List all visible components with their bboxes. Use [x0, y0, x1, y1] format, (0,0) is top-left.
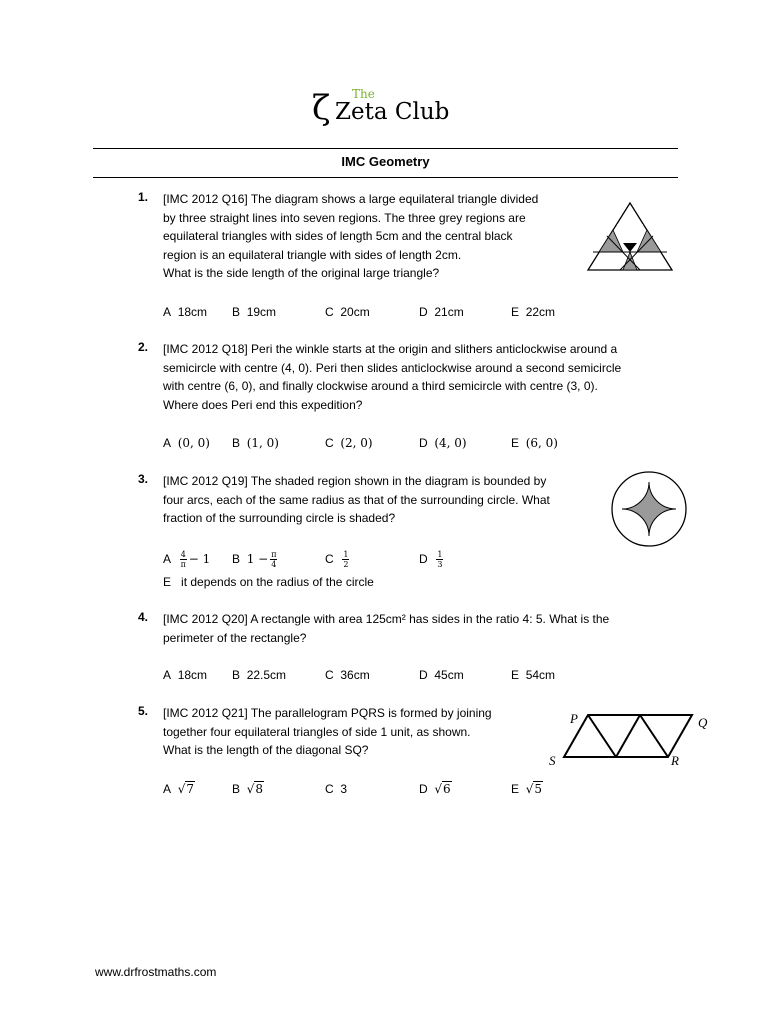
question-line: What is the side length of the original large triangle? [163, 266, 440, 281]
fraction: $\frac{1}{3}$ [437, 550, 443, 570]
option-a[interactable]: A 18cm [163, 305, 208, 319]
option-e[interactable]: E it depends on the radius of the circle [163, 575, 374, 589]
question-number: 2. [138, 340, 149, 354]
title-rule-top [93, 148, 678, 149]
question-number: 3. [138, 472, 149, 486]
page-title: IMC Geometry [341, 154, 430, 169]
option-a[interactable]: A (0, 0) [163, 436, 210, 450]
fraction: $\frac{\pi}{4}$ [271, 550, 277, 570]
question-line: perimeter of the rectangle? [163, 630, 307, 645]
question-line: Where does Peri end this expedition? [163, 397, 363, 412]
option-d[interactable]: D 21cm [419, 305, 464, 319]
logo-name: Zeta Club [335, 99, 450, 125]
question-line: four arcs, each of the same radius as that of the surrounding circle. What [163, 492, 550, 507]
option-d[interactable]: D (4, 0) [419, 436, 467, 450]
label-s: S [549, 753, 556, 768]
question-line: [IMC 2012 Q20] A rectangle with area 125cm² has sides in the ratio 4: 5. What is the [163, 612, 610, 626]
question-5-options [163, 781, 542, 797]
option-c[interactable]: C 36cm [325, 668, 370, 682]
question-3-text [163, 472, 550, 528]
label-r: R [671, 753, 679, 768]
option-c[interactable]: C $\frac{1}{2}$ [325, 550, 349, 570]
question-4-text [163, 610, 609, 647]
footer-url[interactable]: www.drfrostmaths.com [95, 965, 217, 979]
option-a[interactable]: A √7 [163, 782, 194, 796]
question-line: region is an equilateral triangle with sides of length 2cm. [163, 247, 462, 262]
label-q: Q [698, 715, 708, 730]
question-5-text [163, 704, 492, 760]
question-line: [IMC 2012 Q21] The parallelogram PQRS is formed by joining [163, 706, 492, 720]
logo-the: The [352, 87, 375, 101]
option-b[interactable]: B 22.5cm [232, 668, 287, 682]
question-4-options [163, 667, 556, 683]
circle-arcs-diagram [608, 468, 690, 550]
question-number: 5. [138, 704, 149, 718]
option-e[interactable]: E 22cm [511, 305, 556, 319]
option-a[interactable]: A 18cm [163, 668, 208, 682]
label-p: P [570, 711, 578, 726]
zeta-symbol: ζ [312, 88, 331, 128]
question-number: 4. [138, 610, 149, 624]
triangle-diagram [585, 200, 675, 272]
parallelogram-diagram [540, 705, 720, 770]
question-line: with centre (6, 0), and finally clockwise around a third semicircle with centre (3, 0). [163, 379, 598, 394]
option-b[interactable]: B (1, 0) [232, 436, 279, 450]
option-e[interactable]: E 54cm [511, 668, 556, 682]
zeta-club-logo [0, 88, 768, 132]
question-line: equilateral triangles with sides of length 5cm and the central black [163, 229, 513, 244]
question-line: fraction of the surrounding circle is shaded? [163, 511, 396, 526]
question-line: [IMC 2012 Q16] The diagram shows a large equilateral triangle divided [163, 192, 539, 206]
option-e[interactable]: E (6, 0) [511, 436, 558, 450]
option-c[interactable]: C 3 [325, 782, 348, 796]
option-d[interactable]: D √6 [419, 782, 451, 796]
option-d[interactable]: D 45cm [419, 668, 464, 682]
question-2-text [163, 340, 621, 414]
question-line: [IMC 2012 Q19] The shaded region shown in the diagram is bounded by [163, 474, 547, 488]
question-line: semicircle with centre (4, 0). Peri then slides anticlockwise around a second semicircle [163, 360, 622, 375]
question-number: 1. [138, 190, 149, 204]
fraction: $\frac{1}{2}$ [343, 550, 349, 570]
question-1-options [163, 304, 556, 320]
question-2-options [163, 435, 558, 451]
option-b[interactable]: B √8 [232, 782, 263, 796]
fraction: $\frac{4}{\pi}$ [180, 550, 186, 570]
option-b[interactable]: B 1 − $\frac{\pi}{4}$ [232, 550, 277, 570]
question-line: [IMC 2012 Q18] Peri the winkle starts at the origin and slithers anticlockwise around a [163, 342, 618, 356]
question-line: What is the length of the diagonal SQ? [163, 743, 369, 758]
title-rule-bottom [93, 177, 678, 178]
option-b[interactable]: B 19cm [232, 305, 277, 319]
question-line: together four equilateral triangles of side 1 unit, as shown. [163, 724, 471, 739]
question-3-options [163, 548, 443, 570]
option-e[interactable]: E √5 [511, 782, 542, 796]
question-1-text [163, 190, 538, 283]
option-c[interactable]: C 20cm [325, 305, 370, 319]
option-d[interactable]: D $\frac{1}{3}$ [419, 550, 443, 570]
question-line: by three straight lines into seven regions. The three grey regions are [163, 210, 526, 225]
option-a[interactable]: A $\frac{4}{\pi}$ − 1 [163, 550, 211, 570]
option-c[interactable]: C (2, 0) [325, 436, 373, 450]
